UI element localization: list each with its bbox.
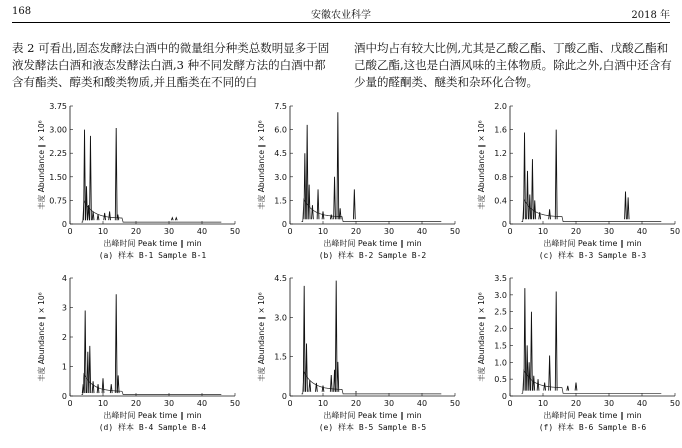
chromatogram-peak [531,312,533,391]
y-tick-label: 2 [62,333,67,342]
chromatogram-peak [306,125,308,219]
chromatogram-peak [330,215,332,220]
page-header-journal: 安徽农业科学 [0,6,682,21]
x-tick-label: 30 [604,399,614,408]
chromatogram-peak [102,378,104,393]
x-tick-label: 50 [230,399,240,408]
chromatogram-peak [171,218,173,221]
y-tick-label: 3.0 [494,291,507,300]
chromatogram-peak [92,381,94,393]
y-axis-label: 丰度 Abundance ∥ × 10⁶ [36,120,46,209]
chromatogram-peak [84,310,86,393]
chromatogram-peak [117,375,119,393]
chromatogram-peak [575,383,577,391]
x-tick-label: 30 [384,227,394,236]
chromatogram-peak [529,195,531,220]
y-tick-label: 3.0 [274,313,287,322]
x-tick-label: 0 [67,399,72,408]
panel-caption: (f) 样本 B-6 Sample B-6 [539,422,647,432]
chromatogram-peak [115,128,117,220]
chromatogram-peak [97,215,99,221]
chromatogram-peak [330,375,332,392]
chromatogram-e [220,268,460,444]
chromatogram-peak [528,362,530,390]
baseline-trace [522,370,662,393]
chromatogram-peak [92,211,94,220]
x-tick-label: 50 [670,227,680,236]
x-tick-label: 20 [571,227,581,236]
chromatogram-peak [526,345,528,390]
chromatogram-panel-d [0,268,240,444]
chromatogram-c [440,96,680,272]
chromatogram-peak [304,153,306,219]
chromatogram-peak [555,130,557,220]
y-tick-label: 3 [62,304,67,313]
y-tick-label: 4.5 [274,149,287,158]
chromatogram-peak [537,379,539,390]
chromatogram-peak [625,192,627,220]
x-tick-label: 10 [538,227,548,236]
chromatogram-peak [317,189,319,219]
y-tick-label: 1.0 [494,358,507,367]
x-tick-label: 0 [507,227,512,236]
x-tick-label: 0 [287,227,292,236]
y-tick-label: 0.8 [494,173,507,182]
page-header-year: 2018 年 [631,6,670,21]
baseline-trace [82,201,222,223]
y-tick-label: 0 [62,220,67,229]
chromatogram-peak [549,356,551,391]
y-tick-label: 3.5 [494,274,507,283]
panel-caption: (a) 样本 B-1 Sample B-1 [99,250,207,260]
x-tick-label: 40 [637,227,647,236]
chromatogram-peak [335,281,337,392]
panel-caption: (d) 样本 B-4 Sample B-4 [99,422,207,432]
chromatogram-peak [524,288,526,390]
chromatogram-peak [90,136,92,220]
header-rule [12,22,670,23]
x-tick-label: 30 [384,399,394,408]
chromatogram-peak [308,185,310,220]
chromatogram-peak [524,133,526,220]
x-tick-label: 20 [131,227,141,236]
chromatogram-peak [97,384,99,393]
y-tick-label: 4 [62,274,67,283]
chromatogram-peak [89,346,91,393]
x-tick-label: 10 [318,399,328,408]
baseline-trace [522,199,662,221]
y-tick-label: 0.5 [494,375,507,384]
x-tick-label: 10 [98,399,108,408]
chromatogram-peak [303,286,305,392]
chromatogram-peak [549,209,551,219]
chromatogram-b [220,96,460,272]
chromatogram-a [0,96,240,272]
x-tick-label: 40 [417,227,427,236]
chromatogram-peak [309,380,311,392]
y-axis-label: 丰度 Abundance ∥ × 10⁶ [256,120,266,209]
chromatogram-peak [527,171,529,219]
y-tick-label: 3.75 [49,102,67,111]
x-tick-label: 40 [417,399,427,408]
y-tick-label: 7.5 [274,102,287,111]
x-tick-label: 50 [670,399,680,408]
chromatogram-peak [312,205,314,219]
chromatogram-f [440,268,680,444]
chromatogram-peak [334,177,336,219]
chromatogram-d [0,268,240,444]
y-tick-label: 2.0 [494,102,507,111]
chromatogram-peak [175,218,177,221]
x-tick-label: 40 [197,227,207,236]
chromatogram-peak [339,208,341,219]
x-tick-label: 50 [450,227,460,236]
chromatogram-panel-b [220,96,460,272]
chromatogram-peak [322,211,324,219]
y-tick-label: 0 [62,392,67,401]
chromatogram-peak [627,197,629,219]
y-axis-label: 丰度 Abundance ∥ × 10⁶ [256,292,266,381]
chromatogram-peak [86,186,88,220]
panel-caption: (e) 样本 B-5 Sample B-5 [319,422,427,432]
chromatogram-peak [534,200,536,219]
x-tick-label: 50 [450,399,460,408]
chromatogram-peak [533,376,535,391]
chromatogram-peak [544,383,546,391]
x-tick-label: 40 [197,399,207,408]
x-tick-label: 0 [507,399,512,408]
chromatogram-peak [104,213,106,220]
chromatogram-panel-f [440,268,680,444]
chromatogram-peak [322,386,324,392]
y-axis-label: 丰度 Abundance ∥ × 10⁶ [36,292,46,381]
body-text-left-column [12,40,330,91]
x-tick-label: 40 [637,399,647,408]
x-axis-label: 出峰时间 Peak time ∥ min [323,238,421,248]
y-tick-label: 0 [282,220,287,229]
chromatogram-peak [87,352,89,393]
y-tick-label: 0.75 [49,196,67,205]
x-tick-label: 50 [230,227,240,236]
chromatogram-peak [84,130,86,221]
x-axis-label: 出峰时间 Peak time ∥ min [323,410,421,420]
x-tick-label: 20 [351,227,361,236]
chromatogram-panel-e [220,268,460,444]
x-tick-label: 30 [164,399,174,408]
y-tick-label: 2.0 [494,325,507,334]
chromatogram-peak [109,211,111,220]
y-tick-label: 1.5 [274,196,287,205]
y-tick-label: 0 [502,392,507,401]
chromatogram-peak [353,189,355,219]
y-tick-label: 2.25 [49,149,67,158]
x-tick-label: 30 [604,227,614,236]
y-tick-label: 1.50 [49,173,67,182]
panel-caption: (b) 样本 B-2 Sample B-2 [319,250,427,260]
x-tick-label: 10 [318,227,328,236]
x-tick-label: 10 [538,399,548,408]
y-tick-label: 1 [62,363,67,372]
body-text-right-column [354,40,672,91]
y-tick-label: 0.4 [494,196,507,205]
panel-caption: (c) 样本 B-3 Sample B-3 [539,250,647,260]
x-tick-label: 20 [131,399,141,408]
y-tick-label: 4.5 [274,274,287,283]
x-tick-label: 10 [98,227,108,236]
y-tick-label: 1.6 [494,126,507,135]
y-tick-label: 6.0 [274,126,287,135]
x-tick-label: 0 [67,227,72,236]
y-tick-label: 0 [502,220,507,229]
body-paragraph-left: 表 2 可看出,固态发酵法白酒中的微量组分种类总数明显多于固液发酵法白酒和液态发酵法白酒,3 种不同发酵方法的白酒中都含有酯类、醇类和酸类物质,并且酯类在不同的白 [12,40,330,91]
y-tick-label: 2.5 [494,308,507,317]
chromatogram-panel-a [0,96,240,272]
y-tick-label: 3.00 [49,126,67,135]
chromatogram-peak [306,344,308,392]
x-axis-label: 出峰时间 Peak time ∥ min [103,238,201,248]
chromatogram-panel-c [440,96,680,272]
x-tick-label: 20 [351,399,361,408]
y-tick-label: 1.5 [274,353,287,362]
chromatogram-peak [110,384,112,393]
y-tick-label: 0 [282,392,287,401]
body-paragraph-right: 酒中均占有较大比例,尤其是乙酸乙酯、丁酸乙酯、戊酸乙酯和己酸乙酯,这也是白酒风味的主体物质。除此之外,白酒中还含有少量的醛酮类、醚类和杂环化合物。 [354,40,672,91]
chromatogram-peak [115,294,117,393]
x-axis-label: 出峰时间 Peak time ∥ min [103,410,201,420]
chromatogram-peak [567,386,569,391]
chromatogram-peak [88,205,90,220]
chromatogram-peak [555,291,557,390]
y-axis-label: 丰度 Abundance ∥ × 10⁶ [476,292,486,381]
x-tick-label: 30 [164,227,174,236]
y-tick-label: 1.2 [494,149,507,158]
x-axis-label: 出峰时间 Peak time ∥ min [543,410,641,420]
chromatogram-peak [532,159,534,219]
chromatogram-peak [337,112,339,219]
x-tick-label: 20 [571,399,581,408]
y-tick-label: 3.0 [274,173,287,182]
y-tick-label: 1.5 [494,341,507,350]
page-header-number: 168 [12,6,31,17]
x-axis-label: 出峰时间 Peak time ∥ min [543,238,641,248]
y-axis-label: 丰度 Abundance ∥ × 10⁶ [476,120,486,209]
x-tick-label: 0 [287,399,292,408]
chromatogram-peak [316,383,318,392]
